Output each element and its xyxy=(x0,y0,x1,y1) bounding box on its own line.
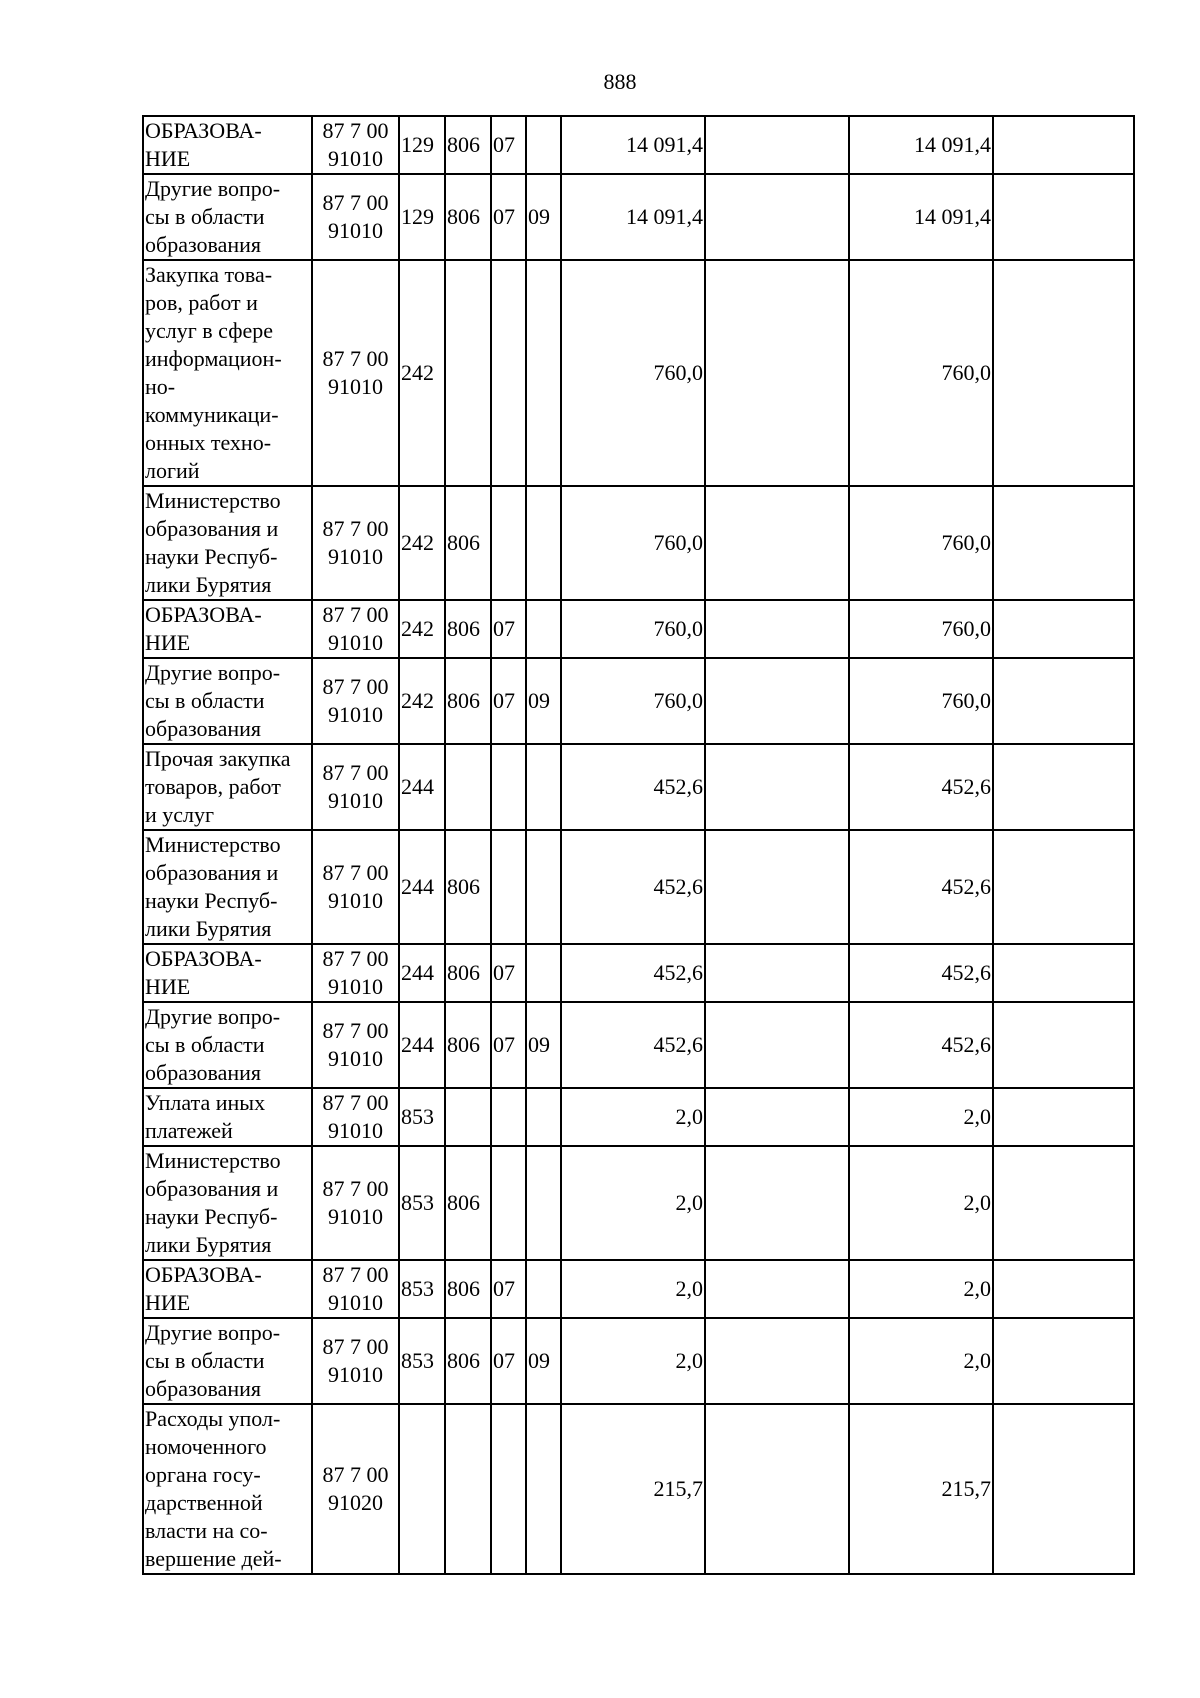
target-article-cell xyxy=(312,1260,399,1318)
item-name-line: науки Респуб- xyxy=(145,544,278,569)
target-article-line: 91010 xyxy=(328,146,383,171)
amount-cell xyxy=(705,1146,849,1260)
department-code-cell xyxy=(445,1088,491,1146)
item-name-cell xyxy=(143,116,312,174)
item-name-line: вершение дей- xyxy=(145,1546,282,1571)
subsection-code-cell xyxy=(526,260,561,486)
section-code-cell: 07 xyxy=(491,174,526,260)
target-article-line: 91010 xyxy=(328,1290,383,1315)
subsection-code-cell xyxy=(526,116,561,174)
item-name-line: образования и xyxy=(145,516,279,541)
item-name-cell xyxy=(143,486,312,600)
target-article-line: 87 7 00 xyxy=(322,118,389,143)
section-code-cell xyxy=(491,744,526,830)
target-article-line: 87 7 00 xyxy=(322,190,389,215)
target-article-cell xyxy=(312,744,399,830)
target-article-cell xyxy=(312,600,399,658)
target-article-line: 91010 xyxy=(328,374,383,399)
amount-cell xyxy=(993,174,1134,260)
expense-type-cell: 853 xyxy=(399,1318,445,1404)
subsection-code-cell xyxy=(526,1146,561,1260)
amount-cell xyxy=(705,830,849,944)
expense-type-cell: 242 xyxy=(399,600,445,658)
target-article-cell xyxy=(312,260,399,486)
expense-type-cell: 244 xyxy=(399,830,445,944)
item-name-line: НИЕ xyxy=(145,630,191,655)
item-name-line: НИЕ xyxy=(145,1290,191,1315)
amount-cell: 760,0 xyxy=(561,486,705,600)
amount-cell: 2,0 xyxy=(561,1260,705,1318)
amount-cell: 760,0 xyxy=(561,600,705,658)
target-article-line: 91010 xyxy=(328,218,383,243)
item-name-cell xyxy=(143,944,312,1002)
amount-cell: 452,6 xyxy=(561,744,705,830)
amount-cell: 760,0 xyxy=(561,658,705,744)
amount-cell: 2,0 xyxy=(849,1146,993,1260)
target-article-line: 87 7 00 xyxy=(322,346,389,371)
amount-cell: 2,0 xyxy=(849,1318,993,1404)
amount-cell xyxy=(705,1404,849,1574)
section-code-cell: 07 xyxy=(491,658,526,744)
section-code-cell: 07 xyxy=(491,600,526,658)
item-name-line: Министерство xyxy=(145,1148,281,1173)
amount-cell xyxy=(993,1318,1134,1404)
amount-cell: 760,0 xyxy=(849,600,993,658)
expense-type-cell: 244 xyxy=(399,1002,445,1088)
item-name-line: Прочая закупка xyxy=(145,746,291,771)
amount-cell xyxy=(705,944,849,1002)
item-name-line: онных техно- xyxy=(145,430,272,455)
section-code-cell xyxy=(491,830,526,944)
section-code-cell: 07 xyxy=(491,944,526,1002)
amount-cell: 215,7 xyxy=(561,1404,705,1574)
item-name-line: ОБРАЗОВА- xyxy=(145,946,262,971)
item-name-line: сы в области xyxy=(145,1032,265,1057)
table-body xyxy=(143,116,1134,1574)
item-name-line: дарственной xyxy=(145,1490,263,1515)
department-code-cell: 806 xyxy=(445,944,491,1002)
table-row xyxy=(143,1260,1134,1318)
amount-cell: 2,0 xyxy=(561,1088,705,1146)
target-article-line: 87 7 00 xyxy=(322,860,389,885)
department-code-cell: 806 xyxy=(445,174,491,260)
amount-cell: 760,0 xyxy=(561,260,705,486)
expense-type-cell: 853 xyxy=(399,1260,445,1318)
amount-cell xyxy=(705,1088,849,1146)
table-row xyxy=(143,944,1134,1002)
item-name-line: информацион- xyxy=(145,346,282,371)
department-code-cell: 806 xyxy=(445,1318,491,1404)
amount-cell xyxy=(993,1404,1134,1574)
table-row xyxy=(143,1146,1134,1260)
target-article-cell xyxy=(312,486,399,600)
target-article-line: 91010 xyxy=(328,1118,383,1143)
item-name-line: логий xyxy=(145,458,200,483)
target-article-line: 91010 xyxy=(328,702,383,727)
item-name-line: коммуникаци- xyxy=(145,402,279,427)
target-article-cell xyxy=(312,116,399,174)
department-code-cell: 806 xyxy=(445,658,491,744)
target-article-cell xyxy=(312,658,399,744)
table-row xyxy=(143,1002,1134,1088)
table-row xyxy=(143,600,1134,658)
amount-cell xyxy=(993,486,1134,600)
section-code-cell: 07 xyxy=(491,116,526,174)
subsection-code-cell xyxy=(526,600,561,658)
item-name-cell xyxy=(143,1260,312,1318)
table-row xyxy=(143,1404,1134,1574)
amount-cell xyxy=(705,658,849,744)
item-name-line: Уплата иных xyxy=(145,1090,266,1115)
table-row xyxy=(143,486,1134,600)
item-name-line: платежей xyxy=(145,1118,233,1143)
item-name-cell xyxy=(143,1088,312,1146)
target-article-line: 87 7 00 xyxy=(322,1334,389,1359)
item-name-cell xyxy=(143,744,312,830)
target-article-cell xyxy=(312,830,399,944)
item-name-line: ров, работ и xyxy=(145,290,258,315)
amount-cell: 2,0 xyxy=(561,1318,705,1404)
table-row xyxy=(143,260,1134,486)
target-article-line: 87 7 00 xyxy=(322,516,389,541)
item-name-line: образования xyxy=(145,716,262,741)
department-code-cell: 806 xyxy=(445,486,491,600)
amount-cell: 452,6 xyxy=(561,944,705,1002)
item-name-cell xyxy=(143,600,312,658)
subsection-code-cell: 09 xyxy=(526,174,561,260)
amount-cell xyxy=(705,486,849,600)
item-name-cell xyxy=(143,260,312,486)
section-code-cell xyxy=(491,1146,526,1260)
amount-cell xyxy=(705,260,849,486)
amount-cell xyxy=(705,1002,849,1088)
expense-type-cell: 244 xyxy=(399,744,445,830)
item-name-line: сы в области xyxy=(145,1348,265,1373)
table-row xyxy=(143,1088,1134,1146)
item-name-line: Другие вопро- xyxy=(145,1320,281,1345)
amount-cell xyxy=(993,1002,1134,1088)
target-article-line: 87 7 00 xyxy=(322,760,389,785)
amount-cell xyxy=(993,658,1134,744)
section-code-cell: 07 xyxy=(491,1318,526,1404)
department-code-cell: 806 xyxy=(445,1260,491,1318)
target-article-line: 87 7 00 xyxy=(322,1462,389,1487)
section-code-cell xyxy=(491,1088,526,1146)
item-name-line: Другие вопро- xyxy=(145,660,281,685)
item-name-line: товаров, работ xyxy=(145,774,281,799)
item-name-line: образования и xyxy=(145,860,279,885)
amount-cell: 2,0 xyxy=(849,1260,993,1318)
department-code-cell xyxy=(445,1404,491,1574)
subsection-code-cell xyxy=(526,744,561,830)
item-name-line: Другие вопро- xyxy=(145,176,281,201)
item-name-line: ОБРАЗОВА- xyxy=(145,118,262,143)
item-name-line: Другие вопро- xyxy=(145,1004,281,1029)
amount-cell: 760,0 xyxy=(849,486,993,600)
section-code-cell xyxy=(491,1404,526,1574)
target-article-line: 91010 xyxy=(328,788,383,813)
amount-cell: 452,6 xyxy=(849,1002,993,1088)
target-article-cell xyxy=(312,944,399,1002)
item-name-line: лики Бурятия xyxy=(145,572,272,597)
target-article-line: 87 7 00 xyxy=(322,1090,389,1115)
amount-cell xyxy=(705,116,849,174)
amount-cell xyxy=(705,1260,849,1318)
department-code-cell xyxy=(445,260,491,486)
target-article-cell xyxy=(312,1318,399,1404)
target-article-cell xyxy=(312,1404,399,1574)
item-name-line: науки Респуб- xyxy=(145,1204,278,1229)
target-article-line: 91010 xyxy=(328,544,383,569)
amount-cell: 452,6 xyxy=(849,944,993,1002)
subsection-code-cell xyxy=(526,830,561,944)
target-article-line: 87 7 00 xyxy=(322,1262,389,1287)
amount-cell: 2,0 xyxy=(561,1146,705,1260)
target-article-line: 91020 xyxy=(328,1490,383,1515)
target-article-cell xyxy=(312,1088,399,1146)
amount-cell xyxy=(993,1088,1134,1146)
amount-cell: 14 091,4 xyxy=(561,116,705,174)
target-article-cell xyxy=(312,1146,399,1260)
item-name-cell xyxy=(143,1318,312,1404)
subsection-code-cell xyxy=(526,1404,561,1574)
subsection-code-cell xyxy=(526,944,561,1002)
department-code-cell: 806 xyxy=(445,830,491,944)
item-name-line: номоченного xyxy=(145,1434,267,1459)
amount-cell: 14 091,4 xyxy=(849,116,993,174)
expense-type-cell: 242 xyxy=(399,658,445,744)
expense-type-cell xyxy=(399,1404,445,1574)
item-name-line: образования xyxy=(145,1376,262,1401)
target-article-line: 91010 xyxy=(328,1204,383,1229)
page-number: 888 xyxy=(603,69,637,94)
department-code-cell: 806 xyxy=(445,600,491,658)
target-article-line: 91010 xyxy=(328,888,383,913)
table-row xyxy=(143,658,1134,744)
item-name-line: НИЕ xyxy=(145,146,191,171)
item-name-line: Закупка това- xyxy=(145,262,273,287)
expense-type-cell: 242 xyxy=(399,260,445,486)
item-name-line: НИЕ xyxy=(145,974,191,999)
budget-table xyxy=(142,115,1135,1575)
item-name-line: услуг в сфере xyxy=(145,318,273,343)
item-name-cell xyxy=(143,1146,312,1260)
item-name-cell xyxy=(143,658,312,744)
target-article-line: 87 7 00 xyxy=(322,1018,389,1043)
section-code-cell: 07 xyxy=(491,1002,526,1088)
section-code-cell: 07 xyxy=(491,1260,526,1318)
amount-cell: 14 091,4 xyxy=(849,174,993,260)
item-name-line: науки Респуб- xyxy=(145,888,278,913)
item-name-cell xyxy=(143,174,312,260)
amount-cell xyxy=(705,744,849,830)
subsection-code-cell xyxy=(526,1088,561,1146)
table-row xyxy=(143,174,1134,260)
amount-cell xyxy=(705,174,849,260)
item-name-line: сы в области xyxy=(145,204,265,229)
target-article-line: 91010 xyxy=(328,1362,383,1387)
target-article-cell xyxy=(312,1002,399,1088)
amount-cell xyxy=(993,600,1134,658)
item-name-cell xyxy=(143,1404,312,1574)
amount-cell: 14 091,4 xyxy=(561,174,705,260)
item-name-line: но- xyxy=(145,374,176,399)
amount-cell: 452,6 xyxy=(561,830,705,944)
table-row xyxy=(143,830,1134,944)
item-name-cell xyxy=(143,830,312,944)
amount-cell: 452,6 xyxy=(561,1002,705,1088)
item-name-line: органа госу- xyxy=(145,1462,261,1487)
target-article-line: 91010 xyxy=(328,630,383,655)
amount-cell xyxy=(705,1318,849,1404)
section-code-cell xyxy=(491,260,526,486)
target-article-line: 87 7 00 xyxy=(322,1176,389,1201)
target-article-cell xyxy=(312,174,399,260)
section-code-cell xyxy=(491,486,526,600)
item-name-line: Министерство xyxy=(145,832,281,857)
expense-type-cell: 242 xyxy=(399,486,445,600)
target-article-line: 87 7 00 xyxy=(322,674,389,699)
expense-type-cell: 129 xyxy=(399,174,445,260)
expense-type-cell: 853 xyxy=(399,1088,445,1146)
subsection-code-cell: 09 xyxy=(526,1318,561,1404)
amount-cell: 452,6 xyxy=(849,744,993,830)
item-name-line: Расходы упол- xyxy=(145,1406,281,1431)
target-article-line: 87 7 00 xyxy=(322,946,389,971)
amount-cell xyxy=(993,830,1134,944)
item-name-line: лики Бурятия xyxy=(145,1232,272,1257)
amount-cell: 215,7 xyxy=(849,1404,993,1574)
item-name-line: образования xyxy=(145,1060,262,1085)
amount-cell xyxy=(705,600,849,658)
target-article-line: 87 7 00 xyxy=(322,602,389,627)
amount-cell: 760,0 xyxy=(849,658,993,744)
item-name-cell xyxy=(143,1002,312,1088)
department-code-cell: 806 xyxy=(445,116,491,174)
table-row xyxy=(143,744,1134,830)
subsection-code-cell: 09 xyxy=(526,1002,561,1088)
amount-cell: 760,0 xyxy=(849,260,993,486)
expense-type-cell: 853 xyxy=(399,1146,445,1260)
department-code-cell xyxy=(445,744,491,830)
amount-cell xyxy=(993,744,1134,830)
target-article-line: 91010 xyxy=(328,1046,383,1071)
expense-type-cell: 244 xyxy=(399,944,445,1002)
subsection-code-cell: 09 xyxy=(526,658,561,744)
subsection-code-cell xyxy=(526,1260,561,1318)
item-name-line: образования xyxy=(145,232,262,257)
item-name-line: и услуг xyxy=(145,802,215,827)
amount-cell: 452,6 xyxy=(849,830,993,944)
amount-cell xyxy=(993,116,1134,174)
table-row xyxy=(143,116,1134,174)
expense-type-cell: 129 xyxy=(399,116,445,174)
department-code-cell: 806 xyxy=(445,1002,491,1088)
amount-cell xyxy=(993,1146,1134,1260)
amount-cell xyxy=(993,260,1134,486)
item-name-line: ОБРАЗОВА- xyxy=(145,1262,262,1287)
amount-cell: 2,0 xyxy=(849,1088,993,1146)
item-name-line: сы в области xyxy=(145,688,265,713)
item-name-line: власти на со- xyxy=(145,1518,268,1543)
item-name-line: образования и xyxy=(145,1176,279,1201)
amount-cell xyxy=(993,944,1134,1002)
target-article-line: 91010 xyxy=(328,974,383,999)
item-name-line: ОБРАЗОВА- xyxy=(145,602,262,627)
item-name-line: лики Бурятия xyxy=(145,916,272,941)
amount-cell xyxy=(993,1260,1134,1318)
department-code-cell: 806 xyxy=(445,1146,491,1260)
item-name-line: Министерство xyxy=(145,488,281,513)
table-row xyxy=(143,1318,1134,1404)
subsection-code-cell xyxy=(526,486,561,600)
